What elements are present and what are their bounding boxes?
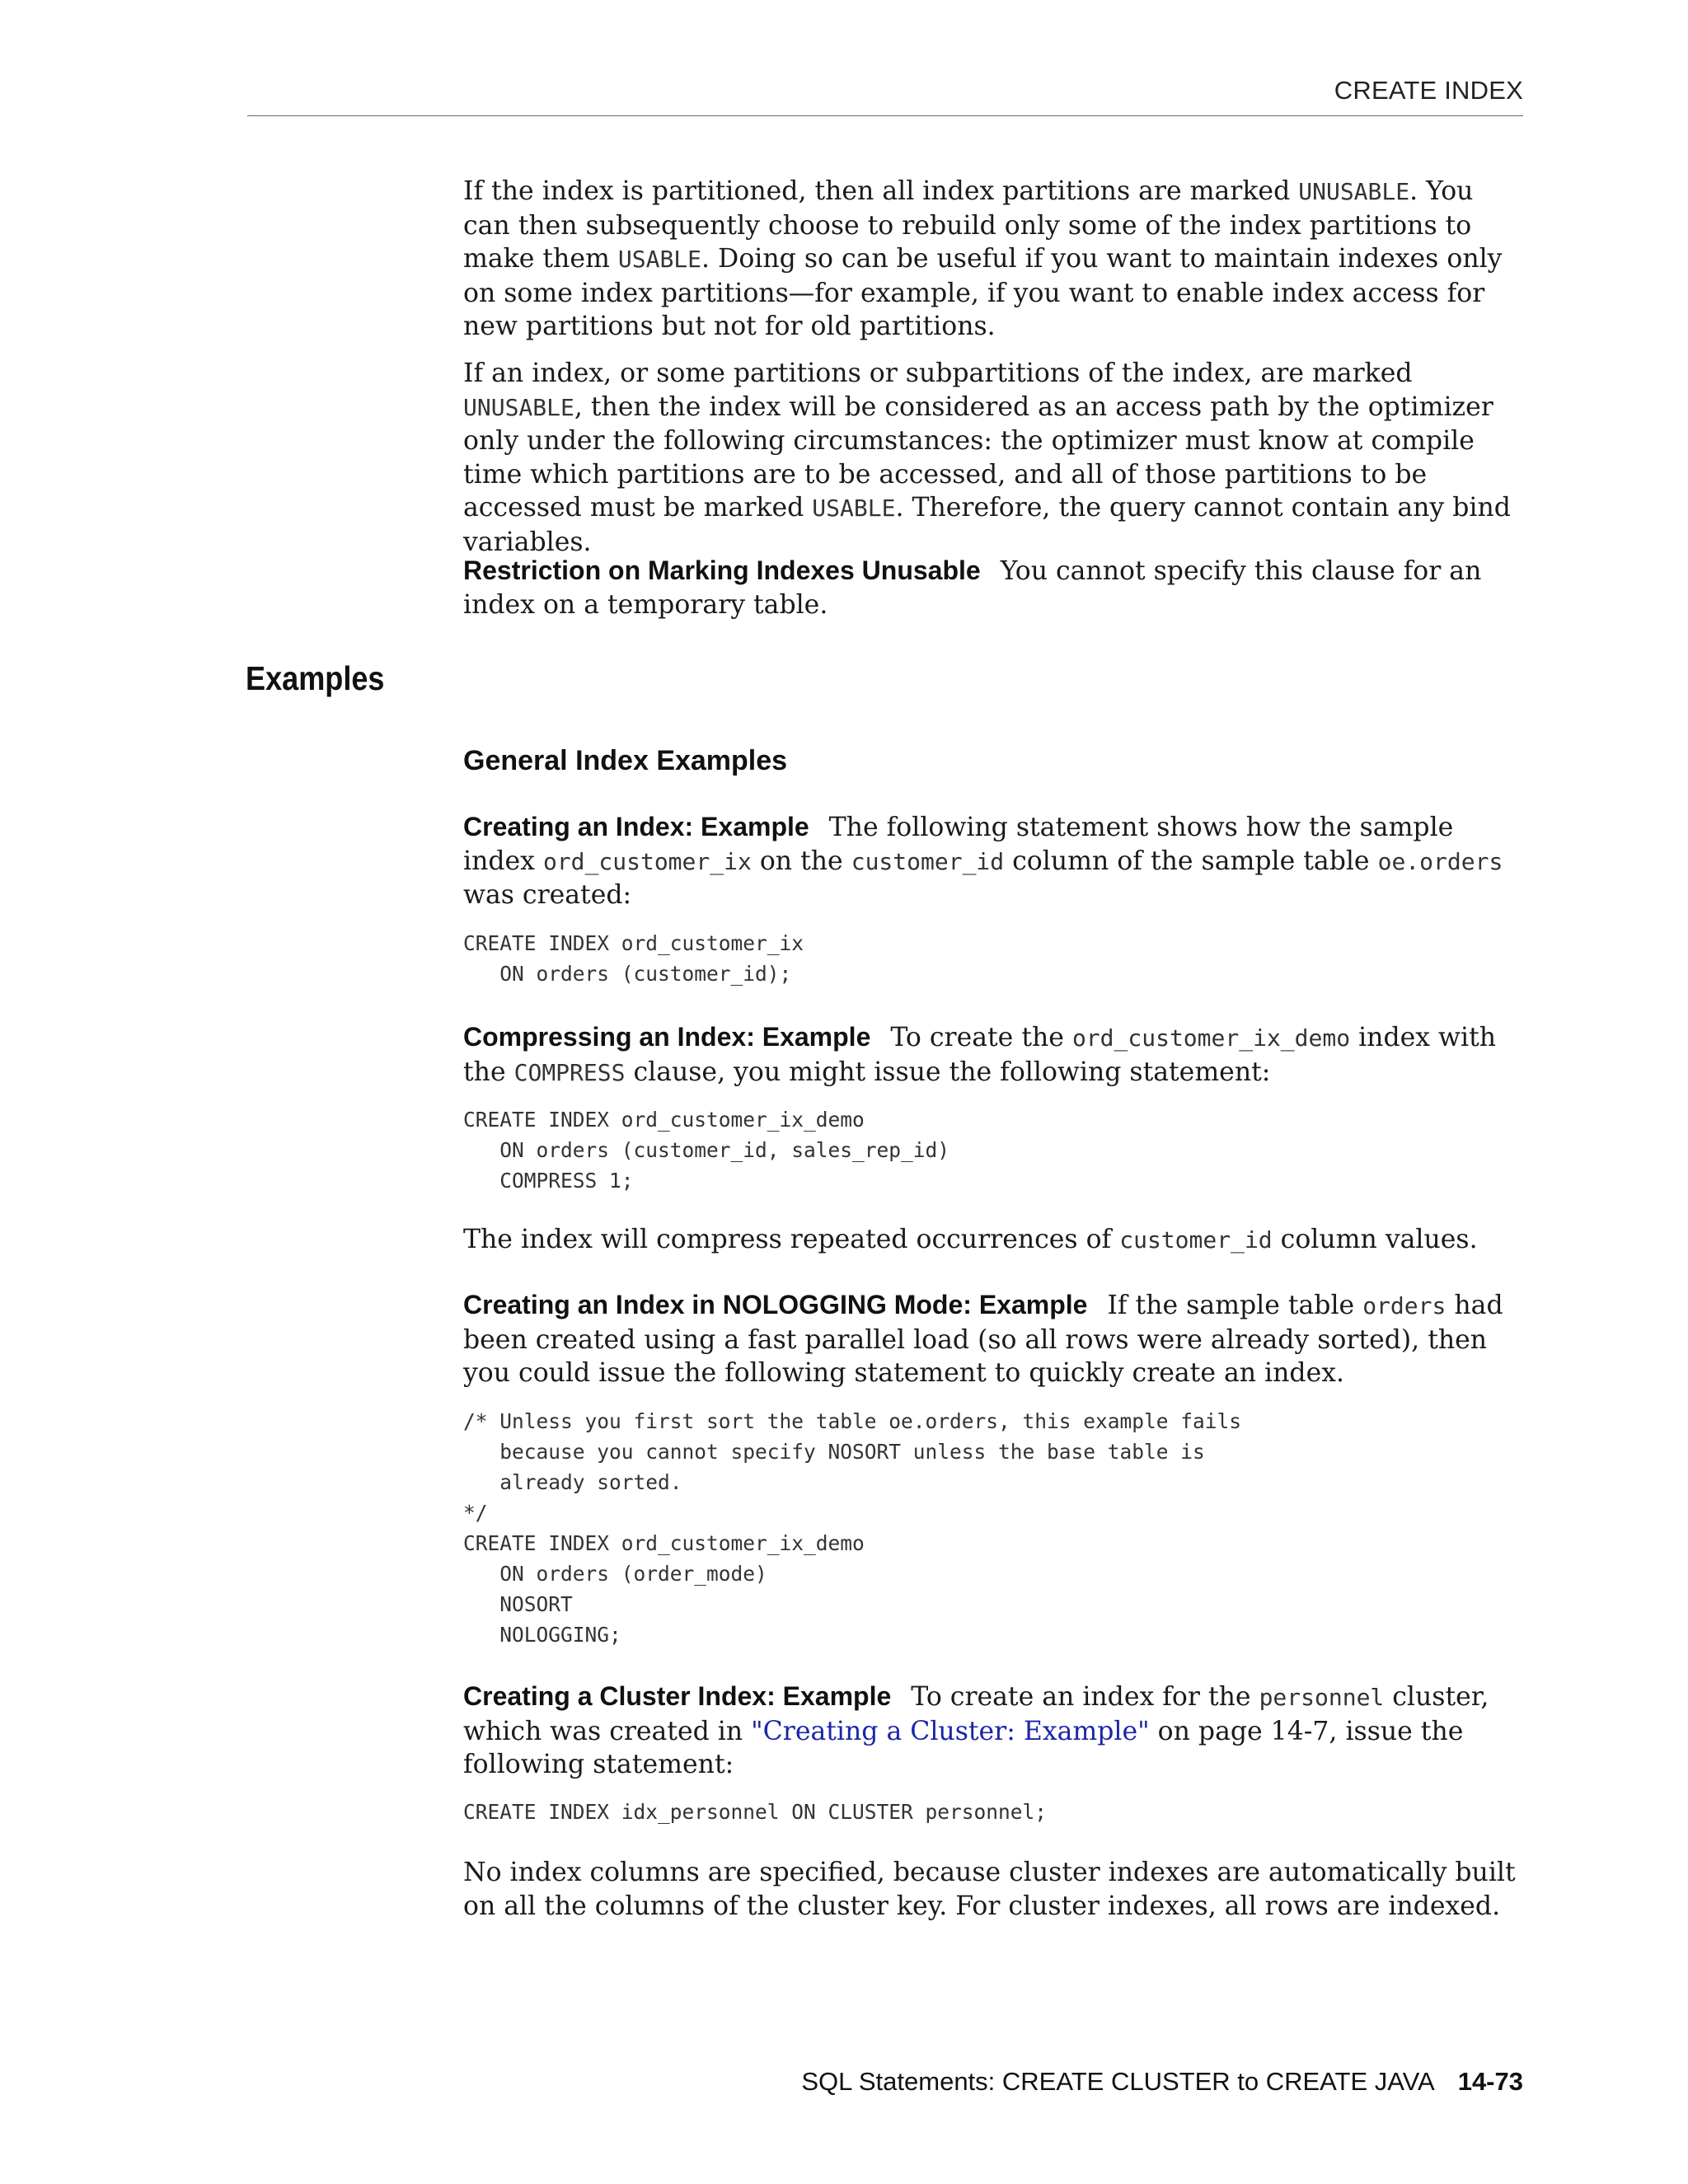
text-run: The following statement shows how the sample index <box>463 813 1454 876</box>
text-run: on the <box>751 846 851 876</box>
code-term: oe.orders <box>1377 847 1503 875</box>
example-create-index <box>463 810 1526 912</box>
cluster-note: No index columns are specified, because cluster indexes are automatically built on all the columns of the cluster key. For cluster indexes, all rows are indexed. <box>463 1858 1516 1921</box>
text-run: If an index, or some partitions or subpartitions of the index, are marked <box>463 359 1413 388</box>
footer-book-title: SQL Statements: CREATE CLUSTER to CREATE JAVA <box>801 2067 1435 2096</box>
code-block-cluster-index: CREATE INDEX idx_personnel ON CLUSTER personnel; <box>463 1800 1048 1824</box>
text-run: on page 14-7, issue the following statement: <box>463 1716 1464 1779</box>
text-run: cluster, which was created in <box>463 1682 1489 1746</box>
example-label: Compressing an Index: Example <box>463 1022 871 1052</box>
text-run: To create an index for the <box>911 1682 1259 1712</box>
text-run: index with the <box>463 1023 1497 1087</box>
text-run: , then the index will be considered as an access path by the optimizer only under the following circumstances: the optimizer must know at compile time which partitions are to be accessed, and all of those partitions to be accessed must be marked <box>463 391 1493 523</box>
text-run: column values. <box>1272 1225 1478 1254</box>
text-run: To create the <box>890 1023 1072 1052</box>
code-block-create-index: CREATE INDEX ord_customer_ix ON orders (customer_id); <box>463 931 804 986</box>
header-rule <box>247 115 1523 116</box>
code-block-compress-index: CREATE INDEX ord_customer_ix_demo ON orders (customer_id, sales_rep_id) COMPRESS 1; <box>463 1108 950 1193</box>
compress-note <box>463 1223 1526 1258</box>
page-number: 14-73 <box>1457 2067 1523 2096</box>
text-run: had been created using a fast parallel load (so all rows were already sorted), then you could issue the following statement to quickly create an index. <box>463 1291 1503 1388</box>
code-term: ord_customer_ix <box>542 847 752 875</box>
code-term: orders <box>1362 1292 1447 1319</box>
code-block-nologging-index: /* Unless you first sort the table oe.orders, this example fails because you cannot specify NOSORT unless the base table is already sorted. */ CREATE INDEX ord_customer_ix_demo ON orders (order_mode) NOSORT NOLOGGING; <box>463 1409 1242 1647</box>
text-run: clause, you might issue the following statement: <box>625 1057 1271 1087</box>
text-run: . Therefore, the query cannot contain any bind variables. <box>463 493 1511 557</box>
text-run: column of the sample table <box>1004 846 1378 876</box>
text-run: was created: <box>463 880 632 910</box>
code-term: customer_id <box>851 847 1005 875</box>
running-header: CREATE INDEX <box>1334 76 1523 105</box>
text-run: The index will compress repeated occurrences of <box>463 1225 1120 1254</box>
restriction-label: Restriction on Marking Indexes Unusable <box>463 555 981 585</box>
cross-reference-link[interactable]: "Creating a Cluster: Example" <box>751 1716 1150 1746</box>
intro-paragraph-2 <box>463 357 1526 559</box>
code-term: UNUSABLE <box>463 393 574 421</box>
code-term: personnel <box>1259 1684 1385 1711</box>
restriction-paragraph <box>463 554 1526 621</box>
code-term: COMPRESS <box>513 1058 626 1086</box>
example-label: Creating a Cluster Index: Example <box>463 1681 892 1711</box>
intro-paragraph-1 <box>463 175 1526 344</box>
example-nologging-index <box>463 1288 1526 1390</box>
code-term: UNUSABLE <box>1298 178 1410 205</box>
section-heading-examples: Examples <box>246 659 385 697</box>
text-run: . Doing so can be useful if you want to maintain indexes only on some index partitions—for example, if you want to enable index access for new partitions but not for old partitions. <box>463 244 1503 341</box>
subheading-general-index-examples: General Index Examples <box>463 745 788 776</box>
code-term: USABLE <box>812 494 896 522</box>
text-run: . You can then subsequently choose to rebuild only some of the index partitions to make them <box>463 176 1474 274</box>
example-cluster-index <box>463 1680 1526 1782</box>
code-term: customer_id <box>1119 1226 1273 1254</box>
example-label: Creating an Index in NOLOGGING Mode: Example <box>463 1290 1088 1319</box>
code-term: ord_customer_ix_demo <box>1071 1024 1351 1052</box>
example-label: Creating an Index: Example <box>463 812 809 841</box>
text-run: If the sample table <box>1107 1291 1363 1320</box>
text-run: If the index is partitioned, then all index partitions are marked <box>463 176 1299 206</box>
code-term: USABLE <box>617 246 702 273</box>
page-footer <box>801 2067 1523 2097</box>
restriction-text: You cannot specify this clause for an index on a temporary table. <box>463 556 1482 620</box>
example-compress-index <box>463 1020 1526 1090</box>
